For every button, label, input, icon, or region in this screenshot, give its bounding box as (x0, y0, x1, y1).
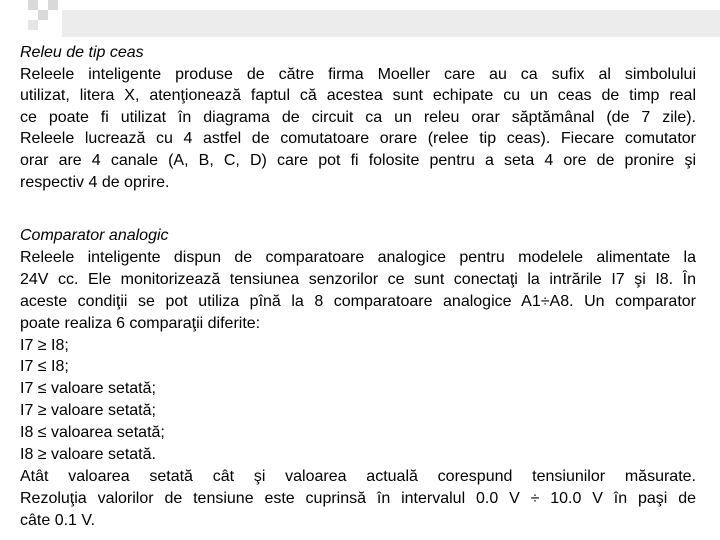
paragraph-line: câte 0.1 V. (20, 511, 96, 529)
paragraph-line: ce poate fi utilizat în diagrama de circuit ca un releu orar săptămânal (de 7 zile). (20, 108, 696, 126)
deco-square (48, 0, 58, 10)
deco-square (38, 10, 48, 20)
paragraph-line: utilizat, litera X, atenţionează faptul că acestea sunt echipate cu un ceas de timp real (20, 87, 696, 105)
comparison-item: I8 ≤ valoarea setată; (20, 424, 165, 442)
deco-square (28, 20, 38, 30)
paragraph-line: Atât valoarea setată cât şi valoarea actuală corespund tensiunilor măsurate. (20, 467, 696, 485)
paragraph-line: aceste condiţii se pot utiliza pînă la 8 comparatoare analogice A1÷A8. Un comparator (20, 292, 696, 310)
deco-square (28, 0, 38, 10)
paragraph-line: respectiv 4 de oprire. (20, 173, 170, 191)
comparison-item: I7 ≤ I8; (20, 358, 69, 376)
section-title: Comparator analogic (20, 227, 169, 244)
paragraph-line: Releele inteligente dispun de comparatoare analogice pentru modelele alimentate la (20, 248, 696, 266)
paragraph-line: Rezoluţia valorilor de tensiune este cuprinsă în intervalul 0.0 V ÷ 10.0 V în paşi de (20, 489, 696, 507)
header-bar (62, 10, 720, 37)
paragraph-line: 24V cc. Ele monitorizează tensiunea senzorilor ce sunt conectaţi la intrările I7 şi I8. În (20, 270, 696, 288)
paragraph-line: Releele lucrează cu 4 astfel de comutatoare orare (relee tip ceas). Fiecare comutator (20, 130, 696, 148)
section-analog-comparator (20, 225, 696, 532)
paragraph-line: poate realiza 6 comparaţii diferite: (20, 314, 261, 332)
section-clock-relay (20, 42, 696, 193)
comparison-item: I7 ≥ I8; (20, 336, 69, 354)
paragraph-line: orar are 4 canale (A, B, C, D) care pot fi folosite pentru a seta 4 ore de pronire şi (20, 151, 696, 169)
section-title: Releu de tip ceas (20, 44, 144, 61)
paragraph-line: Releele inteligente produse de către firma Moeller care au ca sufix al simbolului (20, 65, 696, 83)
comparison-item: I7 ≥ valoare setată; (20, 402, 156, 420)
comparison-item: I7 ≤ valoare setată; (20, 380, 156, 398)
comparison-item: I8 ≥ valoare setată. (20, 446, 156, 464)
